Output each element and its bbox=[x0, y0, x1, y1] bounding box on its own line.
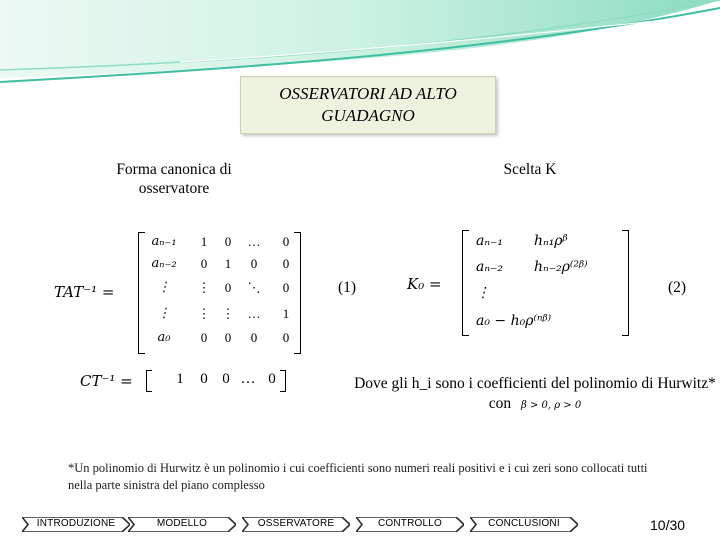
nav-item-label: OSSERVATORE bbox=[257, 518, 335, 529]
matrix-k-cell: hₙ₋₂ρ⁽²ᵝ⁾ bbox=[534, 259, 588, 275]
hurwitz-footnote: *Un polinomio di Hurwitz è un polinomio i cui coefficienti sono numeri reali positivi e i cui zeri sono collocati tutti nella parte sinistra del piano complesso bbox=[68, 461, 648, 492]
c-row-cell: 0 bbox=[200, 371, 208, 387]
slide-title: OSSERVATORI AD ALTO GUADAGNO bbox=[279, 84, 457, 125]
matrix-a-cell: ⋮ bbox=[197, 280, 211, 295]
c-row-vector bbox=[156, 371, 280, 389]
matrix-a-cell: 1 bbox=[282, 306, 290, 321]
nav-item-introduzione[interactable] bbox=[22, 517, 130, 532]
matrix-a bbox=[148, 234, 296, 352]
matrix-a-cell: 1 bbox=[200, 234, 208, 249]
parameter-condition: β > 0, ρ > 0 bbox=[521, 400, 582, 411]
nav-item-conclusioni[interactable] bbox=[470, 517, 578, 532]
hurwitz-description bbox=[352, 374, 718, 416]
nav-item-osservatore[interactable] bbox=[242, 517, 350, 532]
matrix-a-cell: aₙ₋₂ bbox=[151, 256, 177, 271]
left-heading: Forma canonica di osservatore bbox=[116, 161, 232, 197]
matrix-a-cell: 0 bbox=[250, 256, 258, 271]
nav-item-modello[interactable] bbox=[128, 517, 236, 532]
matrix-a-cell: ⋮ bbox=[221, 306, 235, 321]
nav-item-label: CONCLUSIONI bbox=[488, 518, 560, 529]
slide-title-box bbox=[240, 76, 496, 134]
matrix-a-cell: 0 bbox=[224, 234, 232, 249]
hurwitz-description-text: Dove gli h_i sono i coefficienti del polinomio di Hurwitz* con bbox=[354, 375, 716, 412]
matrix-a-cell: 0 bbox=[250, 330, 258, 345]
matrix-k-cell: ⋮ bbox=[476, 285, 490, 301]
matrix-k-right-bracket bbox=[622, 230, 629, 336]
equation-label-1: (1) bbox=[338, 279, 357, 296]
equation-label-2: (2) bbox=[668, 279, 687, 296]
page-number: 10/30 bbox=[650, 517, 686, 533]
matrix-a-cell: ⋮ bbox=[197, 306, 211, 321]
right-heading: Scelta K bbox=[503, 161, 557, 178]
matrix-k bbox=[472, 231, 622, 335]
matrix-k-left-bracket bbox=[462, 230, 469, 336]
matrix-a-left-bracket bbox=[138, 232, 145, 354]
matrix-a-cell: 0 bbox=[200, 256, 208, 271]
nav-item-label: INTRODUZIONE bbox=[36, 518, 116, 529]
matrix-a-cell: 0 bbox=[200, 330, 208, 345]
c-row-cell: 0 bbox=[268, 371, 276, 387]
matrix-a-cell: 0 bbox=[282, 234, 290, 249]
matrix-a-cell: a₀ bbox=[157, 330, 171, 345]
matrix-a-cell: … bbox=[247, 306, 261, 321]
matrix-k-cell: aₙ₋₁ bbox=[476, 233, 504, 249]
matrix-a-cell: 0 bbox=[224, 280, 232, 295]
nav-item-label: CONTROLLO bbox=[377, 518, 443, 529]
matrix-a-cell: … bbox=[247, 234, 261, 249]
matrix-a-cell: aₙ₋₁ bbox=[151, 234, 177, 249]
c-row-cell: … bbox=[240, 371, 256, 387]
c-row-cell: 0 bbox=[222, 371, 230, 387]
matrix-a-cell: ⋮ bbox=[157, 280, 171, 295]
lhs-a-expression: TAT⁻¹ = bbox=[54, 283, 115, 301]
lhs-c-expression: CT⁻¹ = bbox=[80, 372, 133, 390]
matrix-a-cell: 0 bbox=[282, 280, 290, 295]
matrix-a-cell: ⋮ bbox=[157, 306, 171, 321]
matrix-k-cell: a₀ − h₀ρ⁽ⁿᵝ⁾ bbox=[476, 313, 552, 329]
matrix-a-cell: 1 bbox=[224, 256, 232, 271]
nav-item-label: MODELLO bbox=[156, 518, 208, 529]
matrix-a-cell: 0 bbox=[282, 256, 290, 271]
matrix-k-cell: aₙ₋₂ bbox=[476, 259, 504, 275]
lhs-k-expression: K₀ = bbox=[407, 275, 442, 293]
c-row-left-bracket bbox=[146, 370, 152, 392]
matrix-k-cell: hₙ₁ρᵝ bbox=[534, 233, 568, 249]
matrix-a-cell: 0 bbox=[224, 330, 232, 345]
matrix-a-cell: ⋱ bbox=[247, 280, 261, 295]
nav-item-controllo[interactable] bbox=[356, 517, 464, 532]
c-row-cell: 1 bbox=[176, 371, 184, 387]
matrix-a-cell: 0 bbox=[282, 330, 290, 345]
